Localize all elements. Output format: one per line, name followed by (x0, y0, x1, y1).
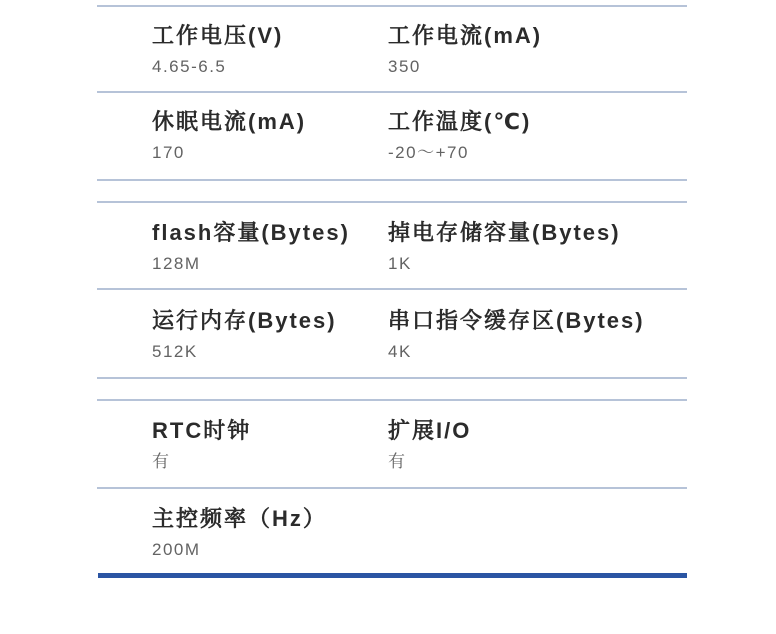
spec-value: 350 (388, 57, 421, 76)
spec-value: 512K (152, 342, 198, 361)
spec-cell-powerdown-storage (388, 218, 621, 276)
spec-value: 128M (152, 254, 201, 273)
divider (97, 179, 687, 181)
accent-bar (98, 573, 687, 578)
spec-value: 170 (152, 143, 185, 162)
spec-label: 工作温度(℃) (388, 109, 532, 134)
spec-label: 运行内存(Bytes) (152, 308, 337, 333)
spec-label: flash容量(Bytes) (152, 220, 350, 245)
spec-cell-working-current (388, 21, 542, 79)
spec-cell-sleep-current (152, 107, 306, 165)
divider (97, 487, 687, 489)
spec-label: 串口指令缓存区(Bytes) (388, 308, 645, 333)
spec-cell-ram (152, 306, 337, 364)
divider (97, 377, 687, 379)
spec-cell-uart-buffer (388, 306, 645, 364)
spec-label: 扩展I/O (388, 418, 472, 443)
spec-value: 200M (152, 540, 201, 559)
spec-label: 工作电压(V) (152, 23, 284, 48)
spec-value: 4.65-6.5 (152, 57, 227, 76)
spec-cell-working-voltage (152, 21, 283, 79)
spec-value: 有 (388, 452, 407, 471)
spec-cell-flash-capacity (152, 218, 350, 276)
divider (97, 5, 687, 7)
spec-value: 4K (388, 342, 412, 361)
spec-cell-working-temperature (388, 107, 531, 165)
divider (97, 91, 687, 93)
spec-label: 休眠电流(mA) (152, 109, 307, 134)
spec-label: 主控频率（Hz） (152, 506, 327, 531)
spec-label: RTC时钟 (152, 418, 252, 443)
spec-label: 掉电存储容量(Bytes) (388, 220, 621, 245)
spec-cell-rtc (152, 416, 251, 474)
spec-label: 工作电流(mA) (388, 23, 543, 48)
divider (97, 399, 687, 401)
spec-cell-expansion-io (388, 416, 471, 474)
divider (97, 201, 687, 203)
spec-value: -20～+70 (388, 143, 469, 162)
spec-value: 有 (152, 452, 171, 471)
spec-value: 1K (388, 254, 412, 273)
spec-cell-main-frequency (152, 504, 327, 562)
divider (97, 288, 687, 290)
